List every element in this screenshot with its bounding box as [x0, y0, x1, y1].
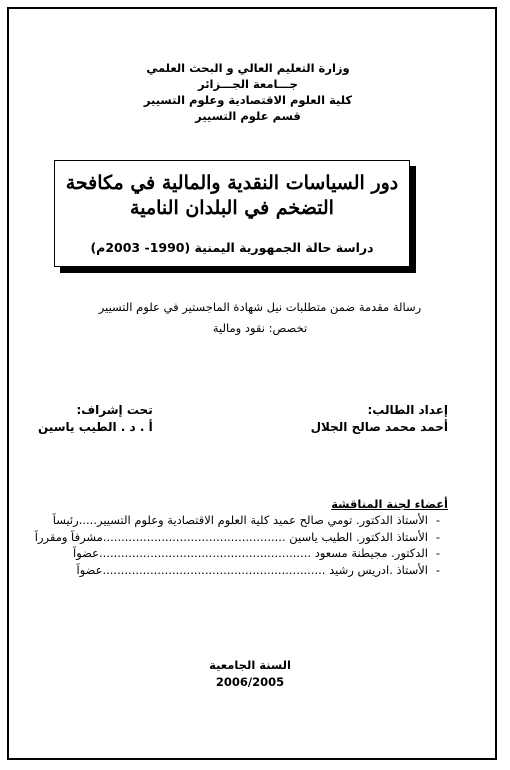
committee-member-text: الأستاذ .ادريس رشيد .............................................................عضواً [76, 562, 428, 577]
academic-year-value: 2006/2005 [215, 675, 285, 689]
department-name: قسم علوم التسيير [195, 109, 301, 123]
supervisor-label: تحت إشراف: [76, 403, 153, 417]
committee-member [28, 530, 448, 547]
institution-header [138, 60, 358, 124]
supervisor-block [38, 402, 153, 436]
ministry-name: وزارة التعليم العالي و البحث العلمي [146, 61, 350, 75]
committee-heading: أعضاء لجنة المناقشة [331, 497, 448, 511]
specialty: تخصص: نقود ومالية [212, 321, 308, 335]
academic-year-label: السنة الجامعية [209, 658, 291, 672]
thesis-title-line-2: التضخم في البلدان النامية [130, 197, 334, 219]
student-block [311, 402, 448, 436]
committee-member-text: الدكتور. مجيطنة مسعود ..........................................................عضواً [73, 546, 428, 560]
committee-member [28, 563, 448, 580]
committee-block [28, 497, 448, 579]
thesis-title-line-1: دور السياسات النقدية والمالية في مكافحة [65, 172, 399, 194]
list-bullet: - [435, 529, 441, 544]
degree-statement: رسالة مقدمة ضمن متطلبات نيل شهادة الماجستير في علوم التسيير [98, 300, 422, 314]
list-bullet: - [435, 546, 441, 560]
list-bullet: - [435, 562, 441, 577]
student-name: أحمد محمد صالح الجلال [310, 420, 448, 434]
thesis-title-box [54, 160, 410, 267]
thesis-subtitle: دراسة حالة الجمهورية اليمنية (1990- 2003م) [90, 240, 374, 255]
supervisor-name: أ . د . الطيب ياسين [38, 420, 153, 434]
committee-member-text: الأستاذ الدكتور. تومي صالح عميد كلية العلوم الاقتصادية وعلوم التسيير.....رئيساً [52, 513, 428, 527]
faculty-name: كلية العلوم الاقتصادية وعلوم التسيير [143, 93, 353, 107]
thesis-info [50, 297, 470, 339]
university-name: جـــامعة الجـــزائر [198, 77, 298, 91]
academic-year [200, 657, 300, 691]
list-bullet: - [435, 513, 441, 527]
committee-member [28, 546, 448, 563]
committee-member-text: الأستاذ الدكتور. الطيب ياسين ..................................................مشرفاً ومقرراً [34, 529, 428, 544]
committee-member [28, 513, 448, 530]
student-label: إعداد الطالب: [367, 403, 448, 417]
